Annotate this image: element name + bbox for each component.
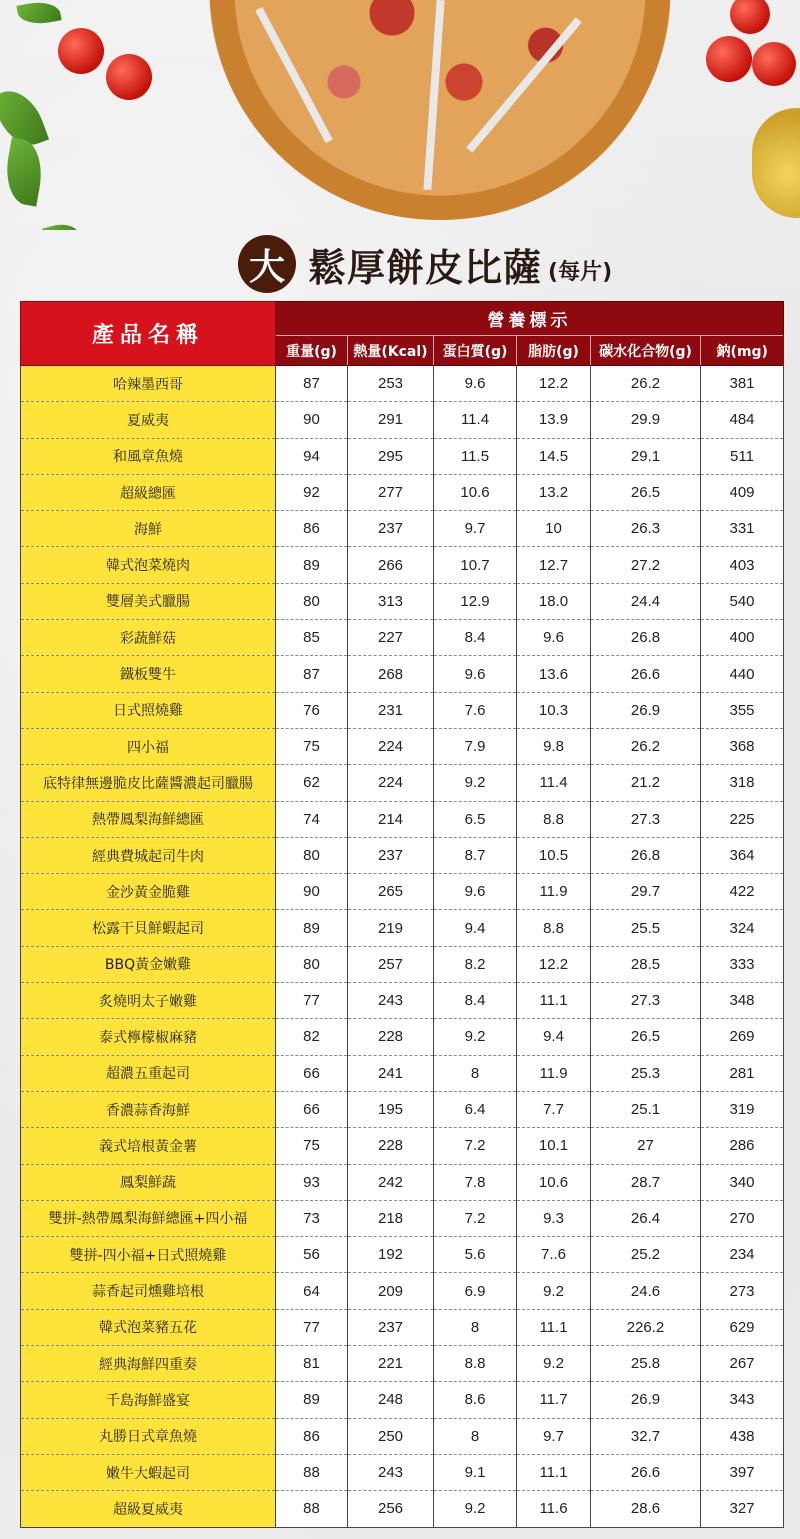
title-subtitle: (每片) xyxy=(548,259,613,285)
value-cell: 231 xyxy=(348,692,434,728)
value-cell: 226.2 xyxy=(591,1309,701,1345)
value-cell: 27.3 xyxy=(591,983,701,1019)
value-cell: 7.7 xyxy=(517,1091,591,1127)
value-cell: 319 xyxy=(701,1091,784,1127)
value-cell: 331 xyxy=(701,511,784,547)
value-cell: 26.4 xyxy=(591,1200,701,1236)
value-cell: 10.1 xyxy=(517,1128,591,1164)
product-name-cell: 熱帶鳳梨海鮮總匯 xyxy=(21,801,276,837)
value-cell: 422 xyxy=(701,874,784,910)
table-row xyxy=(21,1200,784,1236)
table-row xyxy=(21,1237,784,1273)
value-cell: 10.7 xyxy=(434,547,517,583)
value-cell: 80 xyxy=(276,946,348,982)
product-name-cell: 底特律無邊脆皮比薩醬濃起司臘腸 xyxy=(21,765,276,801)
product-name-cell: 夏威夷 xyxy=(21,402,276,438)
value-cell: 250 xyxy=(348,1418,434,1454)
table-body xyxy=(21,366,784,1528)
value-cell: 94 xyxy=(276,438,348,474)
value-cell: 13.2 xyxy=(517,474,591,510)
product-name-cell: 經典海鮮四重奏 xyxy=(21,1346,276,1382)
value-cell: 75 xyxy=(276,728,348,764)
value-cell: 8 xyxy=(434,1055,517,1091)
value-cell: 281 xyxy=(701,1055,784,1091)
nutrition-table xyxy=(20,301,784,1528)
value-cell: 241 xyxy=(348,1055,434,1091)
value-cell: 340 xyxy=(701,1164,784,1200)
product-name-cell: 丸勝日式章魚燒 xyxy=(21,1418,276,1454)
value-cell: 324 xyxy=(701,910,784,946)
value-cell: 403 xyxy=(701,547,784,583)
product-name-cell: 蒜香起司燻雞培根 xyxy=(21,1273,276,1309)
value-cell: 89 xyxy=(276,1382,348,1418)
product-name-cell: BBQ黃金嫩雞 xyxy=(21,946,276,982)
table-row xyxy=(21,1273,784,1309)
value-cell: 219 xyxy=(348,910,434,946)
value-cell: 234 xyxy=(701,1237,784,1273)
value-cell: 29.9 xyxy=(591,402,701,438)
value-cell: 6.4 xyxy=(434,1091,517,1127)
table-row xyxy=(21,1346,784,1382)
value-cell: 26.6 xyxy=(591,656,701,692)
tomato-icon xyxy=(730,0,770,34)
value-cell: 242 xyxy=(348,1164,434,1200)
table-row xyxy=(21,946,784,982)
value-cell: 82 xyxy=(276,1019,348,1055)
value-cell: 9.2 xyxy=(434,765,517,801)
table-row xyxy=(21,692,784,728)
value-cell: 9.4 xyxy=(434,910,517,946)
table-row xyxy=(21,1491,784,1527)
value-cell: 256 xyxy=(348,1491,434,1527)
value-cell: 364 xyxy=(701,837,784,873)
value-cell: 540 xyxy=(701,583,784,619)
value-cell: 11.1 xyxy=(517,983,591,1019)
value-cell: 9.2 xyxy=(434,1491,517,1527)
table-row xyxy=(21,1309,784,1345)
value-cell: 88 xyxy=(276,1454,348,1490)
value-cell: 368 xyxy=(701,728,784,764)
product-name-cell: 和風章魚燒 xyxy=(21,438,276,474)
value-cell: 9.6 xyxy=(434,874,517,910)
value-cell: 11.7 xyxy=(517,1382,591,1418)
value-cell: 277 xyxy=(348,474,434,510)
value-cell: 10 xyxy=(517,511,591,547)
value-cell: 228 xyxy=(348,1019,434,1055)
value-cell: 28.6 xyxy=(591,1491,701,1527)
value-cell: 75 xyxy=(276,1128,348,1164)
column-header: 熱量(Kcal) xyxy=(348,336,434,366)
table-row xyxy=(21,1418,784,1454)
value-cell: 11.6 xyxy=(517,1491,591,1527)
table-row xyxy=(21,366,784,402)
column-header: 重量(g) xyxy=(276,336,348,366)
value-cell: 89 xyxy=(276,910,348,946)
value-cell: 8.6 xyxy=(434,1382,517,1418)
value-cell: 237 xyxy=(348,1309,434,1345)
value-cell: 26.5 xyxy=(591,1019,701,1055)
table-row xyxy=(21,511,784,547)
value-cell: 9.6 xyxy=(517,620,591,656)
value-cell: 13.9 xyxy=(517,402,591,438)
product-name-cell: 彩蔬鮮菇 xyxy=(21,620,276,656)
table-row xyxy=(21,620,784,656)
table-row xyxy=(21,910,784,946)
value-cell: 25.3 xyxy=(591,1055,701,1091)
value-cell: 7.9 xyxy=(434,728,517,764)
value-cell: 224 xyxy=(348,728,434,764)
value-cell: 27 xyxy=(591,1128,701,1164)
value-cell: 9.2 xyxy=(517,1346,591,1382)
table-row xyxy=(21,547,784,583)
value-cell: 9.2 xyxy=(434,1019,517,1055)
tomato-icon xyxy=(58,28,104,74)
value-cell: 268 xyxy=(348,656,434,692)
column-header: 鈉(mg) xyxy=(701,336,784,366)
nutrition-group-header: 營養標示 xyxy=(276,302,784,336)
value-cell: 25.8 xyxy=(591,1346,701,1382)
value-cell: 76 xyxy=(276,692,348,728)
value-cell: 80 xyxy=(276,837,348,873)
product-name-cell: 韓式泡菜豬五花 xyxy=(21,1309,276,1345)
product-name-cell: 鐵板雙牛 xyxy=(21,656,276,692)
value-cell: 86 xyxy=(276,511,348,547)
value-cell: 9.6 xyxy=(434,656,517,692)
value-cell: 27.3 xyxy=(591,801,701,837)
table-row xyxy=(21,801,784,837)
value-cell: 89 xyxy=(276,547,348,583)
table-row xyxy=(21,402,784,438)
value-cell: 228 xyxy=(348,1128,434,1164)
value-cell: 26.9 xyxy=(591,1382,701,1418)
value-cell: 86 xyxy=(276,1418,348,1454)
value-cell: 192 xyxy=(348,1237,434,1273)
value-cell: 12.7 xyxy=(517,547,591,583)
value-cell: 77 xyxy=(276,983,348,1019)
value-cell: 209 xyxy=(348,1273,434,1309)
product-name-cell: 超級夏威夷 xyxy=(21,1491,276,1527)
value-cell: 327 xyxy=(701,1491,784,1527)
value-cell: 92 xyxy=(276,474,348,510)
value-cell: 348 xyxy=(701,983,784,1019)
value-cell: 87 xyxy=(276,656,348,692)
value-cell: 18.0 xyxy=(517,583,591,619)
value-cell: 9.8 xyxy=(517,728,591,764)
value-cell: 26.5 xyxy=(591,474,701,510)
table-row xyxy=(21,1382,784,1418)
value-cell: 12.2 xyxy=(517,946,591,982)
value-cell: 225 xyxy=(701,801,784,837)
value-cell: 90 xyxy=(276,402,348,438)
value-cell: 269 xyxy=(701,1019,784,1055)
value-cell: 7.6 xyxy=(434,692,517,728)
value-cell: 24.6 xyxy=(591,1273,701,1309)
value-cell: 11.4 xyxy=(517,765,591,801)
column-header: 碳水化合物(g) xyxy=(591,336,701,366)
value-cell: 9.7 xyxy=(434,511,517,547)
value-cell: 9.2 xyxy=(517,1273,591,1309)
product-name-cell: 韓式泡菜燒肉 xyxy=(21,547,276,583)
value-cell: 26.9 xyxy=(591,692,701,728)
product-name-cell: 四小福 xyxy=(21,728,276,764)
product-name-cell: 義式培根黃金薯 xyxy=(21,1128,276,1164)
value-cell: 291 xyxy=(348,402,434,438)
value-cell: 8.8 xyxy=(434,1346,517,1382)
table-row xyxy=(21,474,784,510)
value-cell: 355 xyxy=(701,692,784,728)
value-cell: 440 xyxy=(701,656,784,692)
value-cell: 10.5 xyxy=(517,837,591,873)
value-cell: 400 xyxy=(701,620,784,656)
product-name-cell: 金沙黃金脆雞 xyxy=(21,874,276,910)
value-cell: 11.9 xyxy=(517,874,591,910)
table-row xyxy=(21,1454,784,1490)
value-cell: 273 xyxy=(701,1273,784,1309)
value-cell: 32.7 xyxy=(591,1418,701,1454)
value-cell: 8.4 xyxy=(434,620,517,656)
column-header: 蛋白質(g) xyxy=(434,336,517,366)
value-cell: 73 xyxy=(276,1200,348,1236)
value-cell: 11.1 xyxy=(517,1309,591,1345)
table-row xyxy=(21,765,784,801)
value-cell: 265 xyxy=(348,874,434,910)
value-cell: 9.6 xyxy=(434,366,517,402)
value-cell: 13.6 xyxy=(517,656,591,692)
value-cell: 8.8 xyxy=(517,910,591,946)
value-cell: 66 xyxy=(276,1091,348,1127)
value-cell: 8.7 xyxy=(434,837,517,873)
value-cell: 85 xyxy=(276,620,348,656)
value-cell: 8.2 xyxy=(434,946,517,982)
product-name-cell: 炙燒明太子嫩雞 xyxy=(21,983,276,1019)
table-row xyxy=(21,1019,784,1055)
value-cell: 221 xyxy=(348,1346,434,1382)
product-name-cell: 經典費城起司牛肉 xyxy=(21,837,276,873)
value-cell: 214 xyxy=(348,801,434,837)
page-title xyxy=(238,234,612,294)
value-cell: 266 xyxy=(348,547,434,583)
value-cell: 6.9 xyxy=(434,1273,517,1309)
value-cell: 484 xyxy=(701,402,784,438)
value-cell: 397 xyxy=(701,1454,784,1490)
value-cell: 80 xyxy=(276,583,348,619)
value-cell: 81 xyxy=(276,1346,348,1382)
table-row xyxy=(21,728,784,764)
value-cell: 88 xyxy=(276,1491,348,1527)
value-cell: 74 xyxy=(276,801,348,837)
table-row xyxy=(21,438,784,474)
product-name-cell: 超濃五重起司 xyxy=(21,1055,276,1091)
value-cell: 8 xyxy=(434,1418,517,1454)
value-cell: 24.4 xyxy=(591,583,701,619)
value-cell: 5.6 xyxy=(434,1237,517,1273)
title-text: 鬆厚餅皮比薩 xyxy=(308,245,543,290)
value-cell: 257 xyxy=(348,946,434,982)
tomato-icon xyxy=(106,54,152,100)
value-cell: 218 xyxy=(348,1200,434,1236)
value-cell: 7..6 xyxy=(517,1237,591,1273)
table-row xyxy=(21,837,784,873)
value-cell: 87 xyxy=(276,366,348,402)
value-cell: 6.5 xyxy=(434,801,517,837)
value-cell: 56 xyxy=(276,1237,348,1273)
size-badge: 大 xyxy=(238,235,296,293)
basil-leaf-icon xyxy=(1,137,48,206)
product-name-cell: 日式照燒雞 xyxy=(21,692,276,728)
value-cell: 333 xyxy=(701,946,784,982)
value-cell: 295 xyxy=(348,438,434,474)
value-cell: 438 xyxy=(701,1418,784,1454)
product-name-cell: 哈辣墨西哥 xyxy=(21,366,276,402)
basil-leaf-icon xyxy=(16,0,61,27)
table-row xyxy=(21,1091,784,1127)
table-row xyxy=(21,1128,784,1164)
value-cell: 511 xyxy=(701,438,784,474)
value-cell: 29.7 xyxy=(591,874,701,910)
value-cell: 26.3 xyxy=(591,511,701,547)
table-row xyxy=(21,583,784,619)
value-cell: 227 xyxy=(348,620,434,656)
table-row xyxy=(21,656,784,692)
value-cell: 11.4 xyxy=(434,402,517,438)
value-cell: 11.9 xyxy=(517,1055,591,1091)
table-row xyxy=(21,1055,784,1091)
value-cell: 26.2 xyxy=(591,366,701,402)
product-name-cell: 香濃蒜香海鮮 xyxy=(21,1091,276,1127)
value-cell: 7.8 xyxy=(434,1164,517,1200)
value-cell: 11.5 xyxy=(434,438,517,474)
value-cell: 26.2 xyxy=(591,728,701,764)
value-cell: 248 xyxy=(348,1382,434,1418)
product-name-cell: 雙層美式臘腸 xyxy=(21,583,276,619)
table-row xyxy=(21,1164,784,1200)
value-cell: 28.5 xyxy=(591,946,701,982)
value-cell: 8.8 xyxy=(517,801,591,837)
value-cell: 28.7 xyxy=(591,1164,701,1200)
product-name-cell: 千島海鮮盛宴 xyxy=(21,1382,276,1418)
value-cell: 14.5 xyxy=(517,438,591,474)
value-cell: 62 xyxy=(276,765,348,801)
value-cell: 90 xyxy=(276,874,348,910)
value-cell: 7.2 xyxy=(434,1128,517,1164)
value-cell: 8 xyxy=(434,1309,517,1345)
value-cell: 93 xyxy=(276,1164,348,1200)
value-cell: 9.4 xyxy=(517,1019,591,1055)
tomato-icon xyxy=(752,42,796,86)
column-header: 脂肪(g) xyxy=(517,336,591,366)
value-cell: 10.6 xyxy=(434,474,517,510)
product-name-cell: 雙拼-四小福+日式照燒雞 xyxy=(21,1237,276,1273)
olive-oil-image xyxy=(752,108,800,218)
value-cell: 12.2 xyxy=(517,366,591,402)
value-cell: 10.3 xyxy=(517,692,591,728)
product-name-cell: 泰式檸檬椒麻豬 xyxy=(21,1019,276,1055)
value-cell: 343 xyxy=(701,1382,784,1418)
value-cell: 237 xyxy=(348,511,434,547)
value-cell: 10.6 xyxy=(517,1164,591,1200)
basil-leaf-icon xyxy=(42,220,80,230)
value-cell: 629 xyxy=(701,1309,784,1345)
product-name-header: 產品名稱 xyxy=(21,302,276,366)
value-cell: 25.2 xyxy=(591,1237,701,1273)
value-cell: 26.8 xyxy=(591,620,701,656)
value-cell: 318 xyxy=(701,765,784,801)
value-cell: 7.2 xyxy=(434,1200,517,1236)
tomato-icon xyxy=(706,36,752,82)
value-cell: 313 xyxy=(348,583,434,619)
product-name-cell: 超級總匯 xyxy=(21,474,276,510)
value-cell: 8.4 xyxy=(434,983,517,1019)
value-cell: 9.7 xyxy=(517,1418,591,1454)
value-cell: 381 xyxy=(701,366,784,402)
value-cell: 25.5 xyxy=(591,910,701,946)
hero-image xyxy=(0,0,800,230)
value-cell: 9.3 xyxy=(517,1200,591,1236)
value-cell: 25.1 xyxy=(591,1091,701,1127)
value-cell: 243 xyxy=(348,983,434,1019)
value-cell: 11.1 xyxy=(517,1454,591,1490)
value-cell: 243 xyxy=(348,1454,434,1490)
value-cell: 409 xyxy=(701,474,784,510)
value-cell: 12.9 xyxy=(434,583,517,619)
value-cell: 237 xyxy=(348,837,434,873)
value-cell: 267 xyxy=(701,1346,784,1382)
value-cell: 77 xyxy=(276,1309,348,1345)
product-name-cell: 海鮮 xyxy=(21,511,276,547)
value-cell: 21.2 xyxy=(591,765,701,801)
value-cell: 224 xyxy=(348,765,434,801)
value-cell: 253 xyxy=(348,366,434,402)
value-cell: 29.1 xyxy=(591,438,701,474)
product-name-cell: 嫩牛大蝦起司 xyxy=(21,1454,276,1490)
value-cell: 270 xyxy=(701,1200,784,1236)
product-name-cell: 鳳梨鮮蔬 xyxy=(21,1164,276,1200)
table-row xyxy=(21,983,784,1019)
value-cell: 64 xyxy=(276,1273,348,1309)
value-cell: 66 xyxy=(276,1055,348,1091)
value-cell: 9.1 xyxy=(434,1454,517,1490)
value-cell: 286 xyxy=(701,1128,784,1164)
product-name-cell: 松露干貝鮮蝦起司 xyxy=(21,910,276,946)
table-row xyxy=(21,874,784,910)
value-cell: 27.2 xyxy=(591,547,701,583)
product-name-cell: 雙拼-熱帶鳳梨海鮮總匯+四小福 xyxy=(21,1200,276,1236)
value-cell: 26.6 xyxy=(591,1454,701,1490)
value-cell: 26.8 xyxy=(591,837,701,873)
value-cell: 195 xyxy=(348,1091,434,1127)
